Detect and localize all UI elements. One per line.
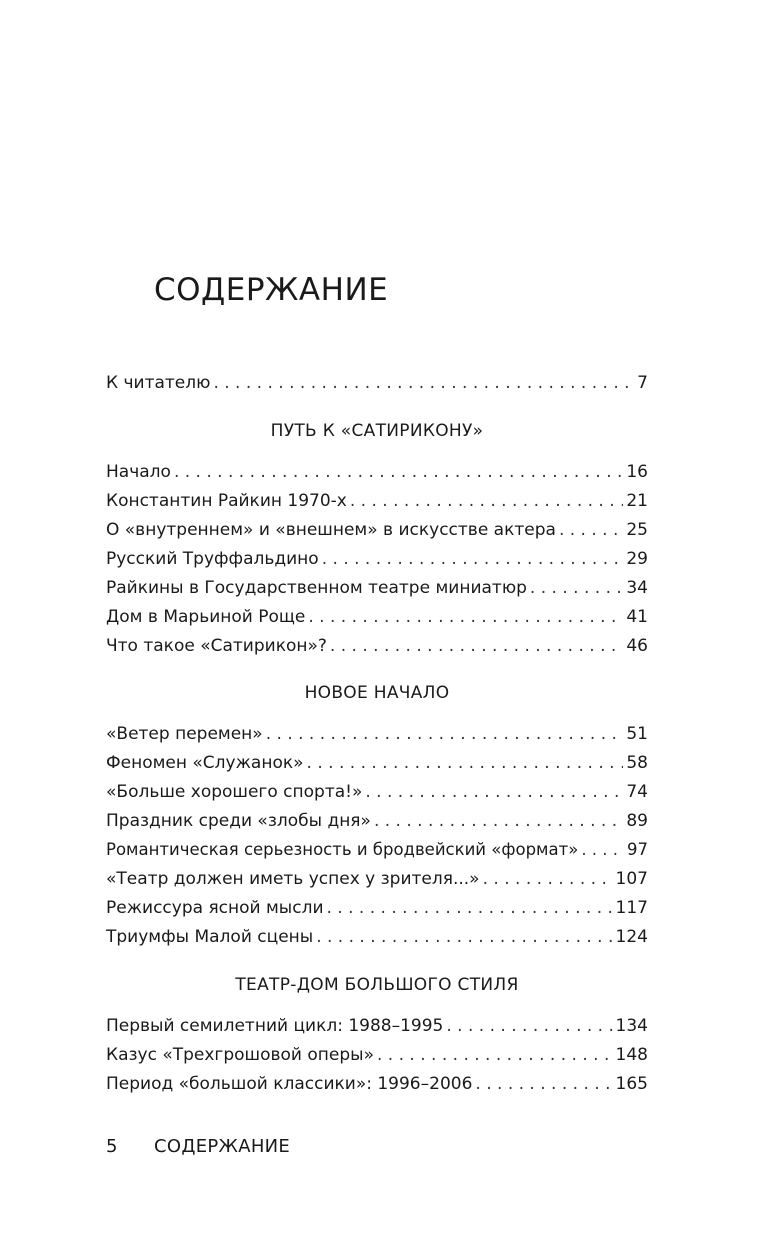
toc-entry — [106, 1014, 648, 1038]
toc-entry-label: Дом в Марьиной Роще — [106, 607, 306, 627]
toc-entry-page: 34 — [626, 578, 648, 598]
page-footer — [106, 1134, 290, 1160]
toc-entry — [106, 838, 648, 862]
section-heading: ПУТЬ К «САТИРИКОНУ» — [270, 421, 484, 441]
toc-entry-page: 107 — [615, 869, 648, 889]
toc-entry-label: «Больше хорошего спорта!» — [106, 782, 363, 802]
toc-entry-label: Что такое «Сатирикон»? — [106, 636, 327, 656]
toc-entry — [106, 896, 648, 920]
dot-leader — [350, 489, 624, 513]
toc-entry-page: 74 — [626, 782, 648, 802]
toc-entry-label: Период «большой классики»: 1996–2006 — [106, 1074, 473, 1094]
toc-entry-page: 16 — [626, 462, 648, 482]
toc-entry — [106, 1043, 648, 1067]
footer-running-title: СОДЕРЖАНИЕ — [154, 1136, 291, 1157]
dot-leader — [365, 780, 623, 804]
toc-entry-label: Романтическая серьезность и бродвейский «формат» — [106, 840, 579, 859]
section-heading: НОВОЕ НАЧАЛО — [304, 683, 450, 703]
dot-leader — [559, 518, 623, 542]
toc-entry-page: 25 — [626, 520, 648, 540]
toc-entry-label: Праздник среди «злобы дня» — [106, 811, 371, 831]
toc-entry-label: Начало — [106, 462, 171, 482]
toc-entry-page: 29 — [626, 549, 648, 569]
dot-leader — [213, 371, 634, 395]
toc-entry-page: 134 — [615, 1016, 648, 1036]
dot-leader — [307, 751, 624, 775]
toc-entry — [106, 518, 648, 542]
dot-leader — [174, 460, 623, 484]
toc-entry — [106, 547, 648, 571]
dot-leader — [483, 867, 613, 891]
toc-entry-label: Триумфы Малой сцены — [106, 927, 314, 947]
toc-entry-label: Первый семилетний цикл: 1988–1995 — [106, 1016, 444, 1036]
toc-entry-label: О «внутреннем» и «внешнем» в искусстве актера — [106, 520, 556, 540]
toc-entry — [106, 576, 648, 600]
toc-entry-label: Режиссура ясной мысли — [106, 898, 324, 918]
toc-entry — [106, 489, 648, 513]
toc-entry — [106, 925, 648, 949]
toc-entry — [106, 1072, 648, 1096]
dot-leader — [327, 896, 613, 920]
toc-entry-label: «Ветер перемен» — [106, 724, 263, 744]
dot-leader — [322, 547, 624, 571]
toc-entry — [106, 605, 648, 629]
toc-entry-label: Казус «Трехгрошовой оперы» — [106, 1045, 374, 1065]
toc-entry — [106, 780, 648, 804]
toc-entry-page: 41 — [626, 607, 648, 627]
toc-entry-page: 51 — [626, 724, 648, 744]
toc-entry — [106, 809, 648, 833]
toc-entry — [106, 751, 648, 775]
dot-leader — [374, 809, 623, 833]
toc-entry — [106, 460, 648, 484]
toc-entry-page: 148 — [615, 1045, 648, 1065]
toc-entry-page: 117 — [615, 898, 648, 918]
toc-entry-page: 46 — [626, 636, 648, 656]
toc-entry-page: 165 — [615, 1074, 648, 1094]
toc-entry-label: «Театр должен иметь успех у зрителя...» — [106, 869, 480, 889]
dot-leader — [446, 1014, 612, 1038]
dot-leader — [330, 634, 623, 658]
toc-entry-page: 124 — [615, 927, 648, 947]
dot-leader — [581, 838, 624, 862]
toc-entry-label: Райкины в Государственном театре миниатюр — [106, 578, 527, 598]
toc-entry-page: 89 — [626, 811, 648, 831]
toc-entry-page: 58 — [626, 753, 648, 773]
dot-leader — [316, 925, 612, 949]
toc-entry-page: 21 — [626, 491, 648, 511]
dot-leader — [530, 576, 623, 600]
toc-entry — [106, 867, 648, 891]
toc-entry-label: Константин Райкин 1970-х — [106, 491, 347, 511]
toc-entry-intro — [106, 371, 648, 395]
toc-entry-label: Русский Труффальдино — [106, 549, 319, 569]
toc-entry — [106, 634, 648, 658]
dot-leader — [377, 1043, 613, 1067]
toc-entry-page: 97 — [627, 840, 648, 859]
toc-entry-label: Феномен «Служанок» — [106, 753, 304, 773]
footer-page-number: 5 — [106, 1136, 118, 1157]
section-heading: ТЕАТР-ДОМ БОЛЬШОГО СТИЛЯ — [235, 975, 519, 995]
toc-entry-label: К читателю — [106, 373, 211, 393]
page-title: СОДЕРЖАНИЕ — [154, 272, 389, 308]
dot-leader — [266, 722, 624, 746]
dot-leader — [308, 605, 623, 629]
dot-leader — [475, 1072, 612, 1096]
toc-entry-page: 7 — [637, 373, 648, 393]
toc-entry — [106, 722, 648, 746]
